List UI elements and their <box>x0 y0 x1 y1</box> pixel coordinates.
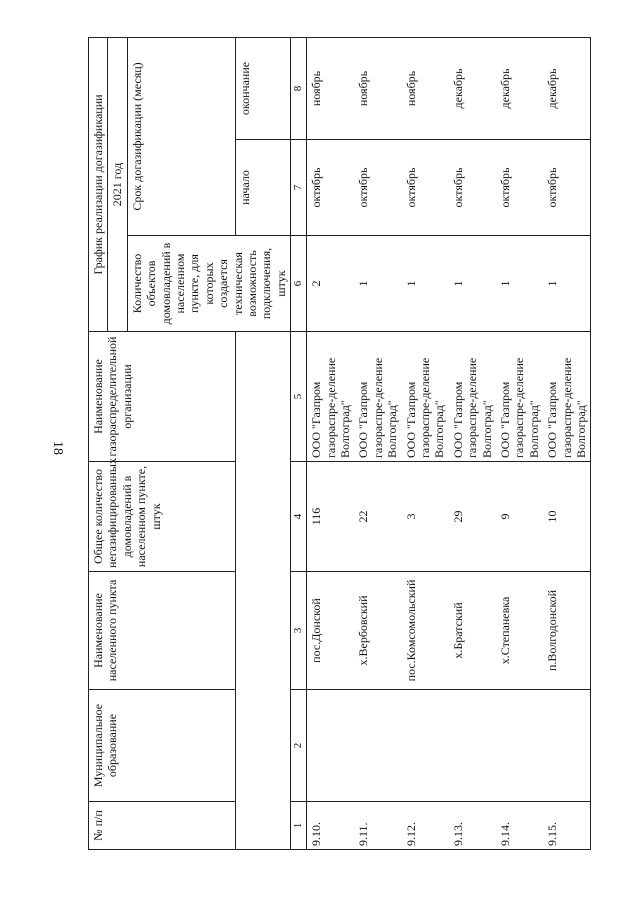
row-objects: 1 <box>449 236 496 332</box>
header-term: Срок догазификации (месяц) <box>127 37 235 235</box>
row-total: 3 <box>402 462 449 572</box>
row-num: 9.10. <box>307 802 355 850</box>
row-start: октябрь <box>402 140 449 236</box>
row-start: октябрь <box>354 140 401 236</box>
row-end: декабрь <box>449 37 496 139</box>
row-objects: 1 <box>543 236 591 332</box>
row-end: декабрь <box>543 37 591 139</box>
row-org: ООО "Газпром газораспре-деление Волгоград" <box>354 332 401 462</box>
row-settlement: х.Братский <box>449 572 496 690</box>
row-municipality <box>543 690 591 802</box>
row-end: ноябрь <box>307 37 355 139</box>
row-settlement: п.Волгодонской <box>543 572 591 690</box>
header-year: 2021 год <box>108 37 127 331</box>
row-municipality <box>496 690 543 802</box>
table-row <box>496 37 543 849</box>
row-total: 9 <box>496 462 543 572</box>
row-objects: 1 <box>354 236 401 332</box>
column-number: 5 <box>291 332 307 462</box>
header-schedule: График реализации догазификации <box>89 37 108 331</box>
column-number: 7 <box>291 140 307 236</box>
row-settlement: пос.Донской <box>307 572 355 690</box>
row-end: ноябрь <box>354 37 401 139</box>
rotated-table-container <box>88 38 618 850</box>
row-num: 9.12. <box>402 802 449 850</box>
row-start: октябрь <box>449 140 496 236</box>
table-row <box>543 37 591 849</box>
row-total: 116 <box>307 462 355 572</box>
column-number-row <box>291 37 307 849</box>
column-number: 8 <box>291 37 307 139</box>
table-row <box>354 37 401 849</box>
header-settlement: Наименование населенного пункта <box>89 572 236 690</box>
header-municipality: Муниципальное образование <box>89 690 236 802</box>
row-municipality <box>307 690 355 802</box>
table-row <box>449 37 496 849</box>
column-number: 2 <box>291 690 307 802</box>
row-org: ООО "Газпром газораспре-деление Волгоград" <box>307 332 355 462</box>
row-start: октябрь <box>496 140 543 236</box>
row-municipality <box>354 690 401 802</box>
row-total: 22 <box>354 462 401 572</box>
header-total: Общее количество негазифицированных домовладений в населенном пункте, штук <box>89 462 236 572</box>
row-num: 9.14. <box>496 802 543 850</box>
page-number: 18 <box>50 441 65 455</box>
row-objects: 1 <box>496 236 543 332</box>
row-start: октябрь <box>307 140 355 236</box>
column-number: 6 <box>291 236 307 332</box>
row-org: ООО "Газпром газораспре-деление Волгоград" <box>449 332 496 462</box>
row-num: 9.15. <box>543 802 591 850</box>
row-org: ООО "Газпром газораспре-деление Волгоград" <box>496 332 543 462</box>
header-row-4 <box>236 37 291 849</box>
column-number: 4 <box>291 462 307 572</box>
header-end: окончание <box>236 37 291 139</box>
row-settlement: х.Степаневка <box>496 572 543 690</box>
row-total: 29 <box>449 462 496 572</box>
column-number: 1 <box>291 802 307 850</box>
row-num: 9.11. <box>354 802 401 850</box>
row-objects: 1 <box>402 236 449 332</box>
row-num: 9.13. <box>449 802 496 850</box>
header-num: № п/п <box>89 802 236 850</box>
row-settlement: пос.Комсомольский <box>402 572 449 690</box>
header-start: начало <box>236 140 291 236</box>
row-start: октябрь <box>543 140 591 236</box>
row-settlement: х.Вербовский <box>354 572 401 690</box>
row-org: ООО "Газпром газораспре-деление Волгоград" <box>543 332 591 462</box>
row-end: декабрь <box>496 37 543 139</box>
row-objects: 2 <box>307 236 355 332</box>
row-total: 10 <box>543 462 591 572</box>
row-org: ООО "Газпром газораспре-деление Волгоград" <box>402 332 449 462</box>
table-row <box>402 37 449 849</box>
header-org: Наименование газораспределительной организации <box>89 332 236 462</box>
table-row <box>307 37 355 849</box>
dogazification-table <box>88 37 591 850</box>
header-row-1 <box>89 37 108 849</box>
header-objects: Количество объектов домовладений в населенном пункте, для которых создается техническая возможность подключения, штук <box>127 236 290 332</box>
row-municipality <box>449 690 496 802</box>
row-end: ноябрь <box>402 37 449 139</box>
row-municipality <box>402 690 449 802</box>
column-number: 3 <box>291 572 307 690</box>
header-spacer <box>236 332 291 850</box>
